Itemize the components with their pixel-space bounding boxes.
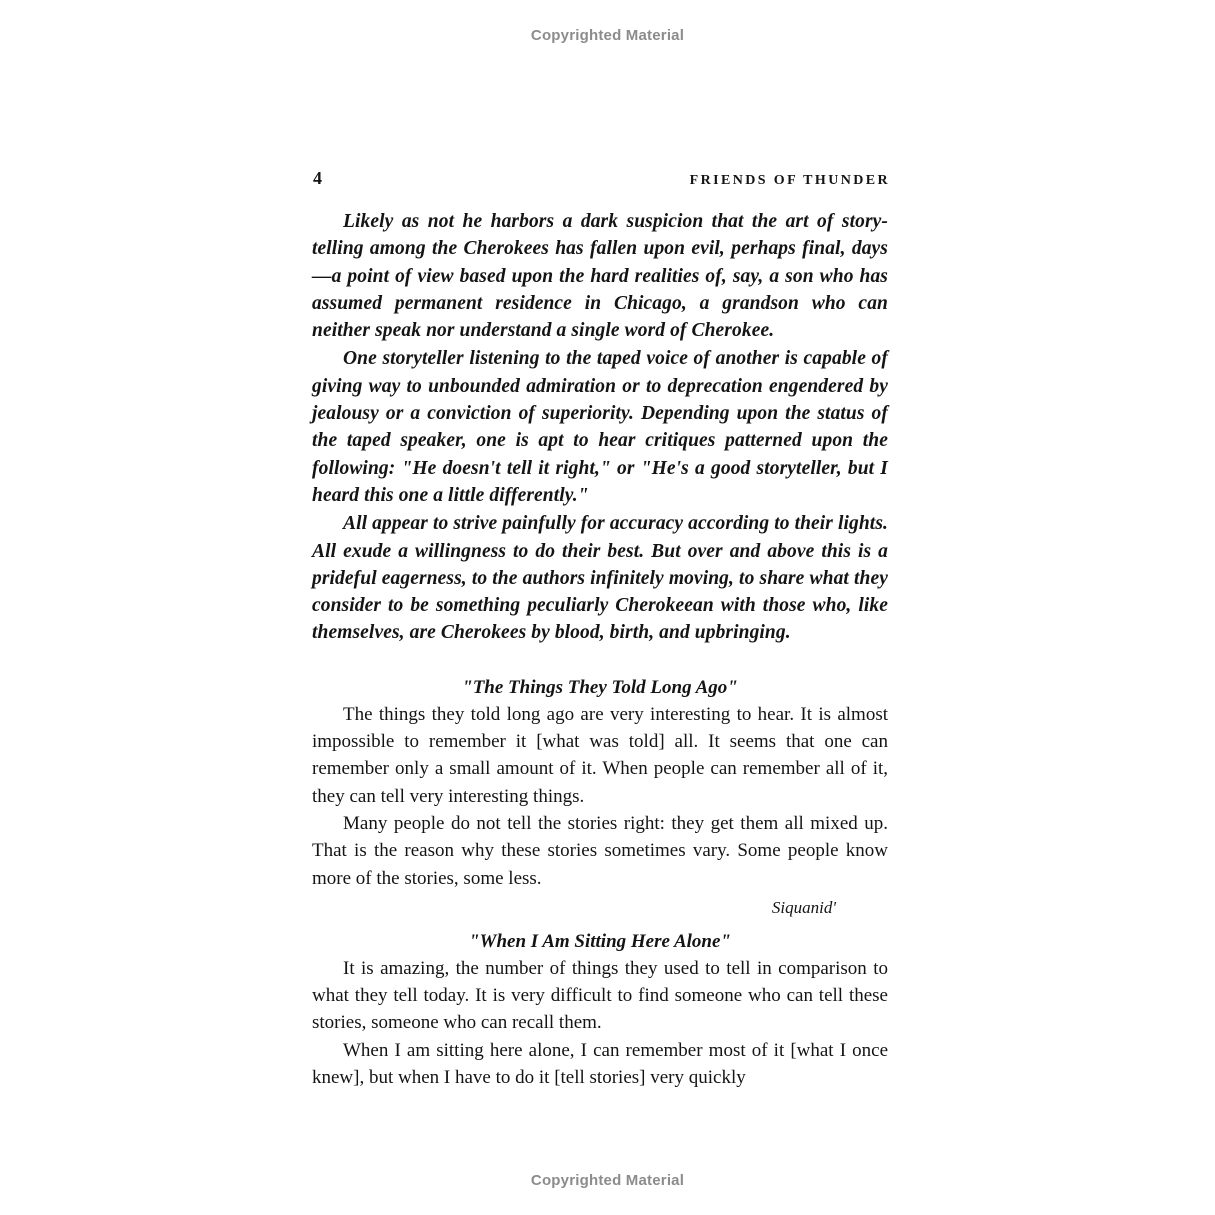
intro-paragraph: One storyteller listening to the taped voice of another is capable of giving way to unbounded admiration or to deprecation engendered by jealousy or a conviction of superiority. Depending upon the status of the taped speaker, one is apt to hear critiques patterned upon the following: "He doesn't tell it right," or "He's a good storyteller, but I heard this one a little differently." — [312, 348, 888, 506]
copyright-watermark-top: Copyrighted Material — [530, 27, 685, 44]
story-paragraph: Many people do not tell the stories right: they get them all mixed up. That is the reason why these stories sometimes vary. Some people know more of the stories, some less. — [312, 812, 888, 889]
story-things-they-told — [312, 674, 888, 921]
story-paragraph: When I am sitting here alone, I can remember most of it [what I once knew], but when I have to do it [tell stories] very quickly — [312, 1039, 888, 1089]
story-paragraph: The things they told long ago are very interesting to hear. It is almost impossible to remember it [what was told] all. It seems that one can remember only a small amount of it. When people can remember all of it, they can tell very interesting things. — [312, 703, 888, 807]
running-title: FRIENDS OF THUNDER — [689, 173, 890, 188]
copyright-watermark-bottom: Copyrighted Material — [530, 1172, 685, 1189]
story-title: "When I Am Sitting Here Alone" — [469, 930, 731, 952]
story-paragraph: It is amazing, the number of things they used to tell in comparison to what they tell today. It is very difficult to find someone who can tell these stories, someone who can recall them. — [312, 957, 888, 1034]
story-attribution: Siquanid' — [771, 897, 836, 917]
running-head — [312, 168, 888, 190]
page-number: 4 — [313, 168, 322, 188]
story-sitting-here-alone — [312, 928, 888, 1091]
story-title: "The Things They Told Long Ago" — [462, 676, 738, 698]
book-page — [312, 168, 888, 1091]
intro-section — [312, 208, 888, 647]
intro-paragraph: All appear to strive painfully for accuracy according to their lights. All exude a willingness to do their best. But over and above this is a prideful eagerness, to the authors infinitely moving, to share what they consider to be something peculiarly Cherokeean with those who, like themselves, are Cherokees by blood, birth, and upbringing. — [312, 513, 888, 644]
intro-paragraph: Likely as not he harbors a dark suspicion that the art of story-telling among the Cherokees has fallen upon evil, perhaps final, days—a point of view based upon the hard realities of, say, a son who has assumed permanent residence in Chicago, a grandson who can neither speak nor understand a single word of Cherokee. — [312, 211, 888, 342]
